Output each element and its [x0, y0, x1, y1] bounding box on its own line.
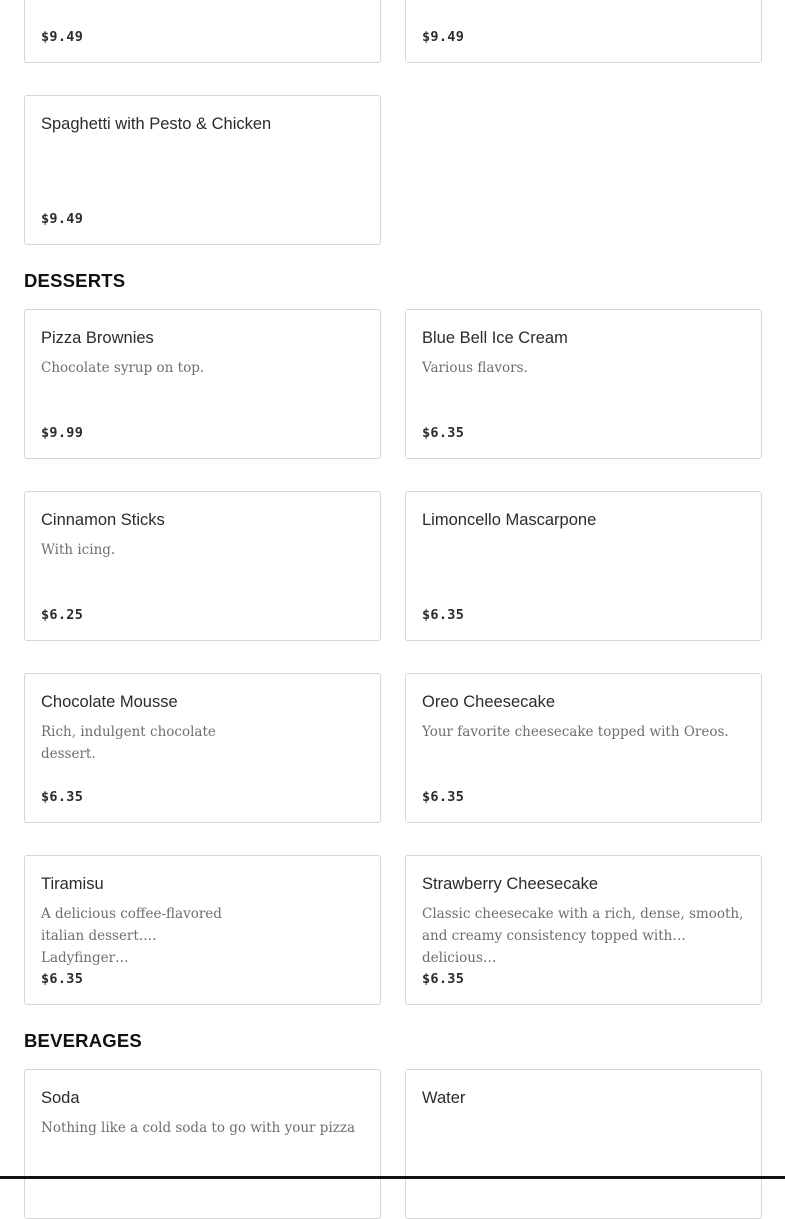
item-description: Classic cheesecake with a rich, dense, smooth, and creamy consistency topped with delicious…: [422, 906, 744, 966]
item-name: Strawberry Cheesecake: [422, 875, 599, 893]
item-name: Water: [422, 1089, 466, 1107]
menu-item-card[interactable]: [24, 95, 381, 245]
item-name: Soda: [41, 1089, 80, 1107]
item-description: Chocolate syrup on top.: [41, 360, 205, 376]
item-description: Rich, indulgent chocolate dessert.: [41, 724, 216, 762]
item-price: $6.35: [422, 607, 465, 623]
item-description: Nothing like a cold soda to go with your pizza: [41, 1120, 356, 1136]
section-title-beverages: BEVERAGES: [24, 1030, 142, 1051]
menu-item-card[interactable]: [24, 673, 381, 823]
item-price: $6.35: [422, 789, 465, 805]
item-name: Blue Bell Ice Cream: [422, 329, 568, 347]
menu-item-card[interactable]: [24, 1069, 381, 1219]
menu-item-card[interactable]: [405, 855, 762, 1005]
bottom-bar-edge: [0, 1176, 785, 1179]
item-price: $9.99: [41, 425, 84, 441]
menu-item-card[interactable]: [405, 309, 762, 459]
item-price: $6.35: [41, 971, 84, 987]
section-title-desserts: DESSERTS: [24, 270, 126, 291]
item-price: $6.35: [422, 425, 465, 441]
item-price: $6.35: [41, 789, 84, 805]
item-price: $9.49: [41, 29, 84, 45]
menu-item-card[interactable]: [24, 491, 381, 641]
menu-item-card[interactable]: [405, 491, 762, 641]
item-description: A delicious coffee-flavored italian dessert. Ladyfinger…: [41, 906, 222, 966]
item-name: Pizza Brownies: [41, 329, 154, 347]
item-name: Chocolate Mousse: [41, 693, 178, 711]
menu-item-card[interactable]: [24, 0, 381, 63]
item-name: Tiramisu: [41, 875, 104, 893]
item-description: Your favorite cheesecake topped with Oreos.: [422, 724, 729, 740]
item-price: $9.49: [422, 29, 465, 45]
menu-item-card[interactable]: [24, 855, 381, 1005]
item-name: Limoncello Mascarpone: [422, 511, 597, 529]
item-price: $6.25: [41, 607, 84, 623]
item-description: Various flavors.: [422, 360, 528, 376]
item-name: Oreo Cheesecake: [422, 693, 555, 711]
item-price: $9.49: [41, 211, 84, 227]
menu-item-card[interactable]: [405, 0, 762, 63]
item-price: $6.35: [422, 971, 465, 987]
menu-item-card[interactable]: [405, 1069, 762, 1219]
menu-item-card[interactable]: [24, 309, 381, 459]
item-description: With icing.: [41, 542, 116, 558]
item-name: Cinnamon Sticks: [41, 511, 165, 529]
menu-item-card[interactable]: [405, 673, 762, 823]
item-name: Spaghetti with Pesto & Chicken: [41, 115, 272, 133]
